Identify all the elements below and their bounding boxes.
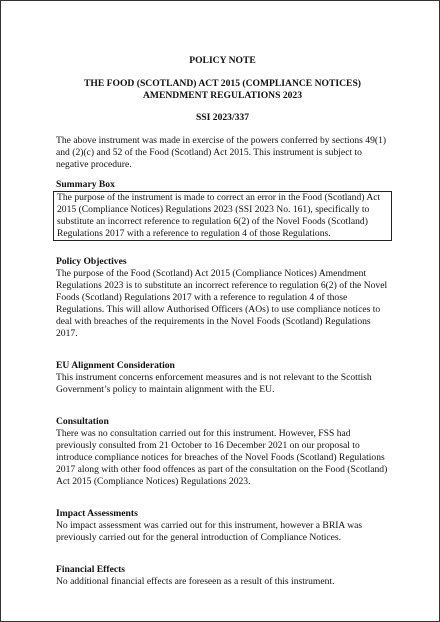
eu-alignment-section [56, 360, 389, 396]
document-title-line-2: AMENDMENT REGULATIONS 2023 [142, 90, 303, 101]
financial-effects-heading: Financial Effects [56, 564, 126, 575]
consultation-section [56, 416, 389, 488]
document-title-line-1: THE FOOD (SCOTLAND) ACT 2015 (COMPLIANCE NOTICES) [83, 78, 361, 89]
consultation-body: There was no consultation carried out for this instrument. However, FSS had previously consulted from 21 October to 16 December 2021 on our proposal to introduce compliance notices for breaches of the Novel Foods (Scotland) Regulations 2017 along with other food offences as part of the consultation on the Food (Scotland) Act 2015 (Compliance Notices) Regulations 2023. [56, 428, 388, 487]
policy-note-heading: POLICY NOTE [189, 55, 256, 66]
document-title [56, 78, 389, 102]
summary-box [53, 191, 392, 241]
policy-objectives-heading: Policy Objectives [56, 256, 127, 267]
summary-heading: Summary Box [56, 179, 115, 190]
summary-body: The purpose of the instrument is made to correct an error in the Food (Scotland) Act 2015 (Compliance Notices) Regulations 2023 (SSI 2023 No. 161), specifically to substitute an incorrect reference to regulation 6(2) of the Novel Foods (Scotland) Regulations 2017 with a reference to regulation 4 of those Regulations. [57, 192, 381, 239]
impact-assessments-heading: Impact Assessments [56, 508, 138, 519]
impact-assessments-section [56, 508, 389, 544]
document-content [56, 51, 389, 588]
consultation-heading: Consultation [56, 416, 109, 427]
eu-alignment-heading: EU Alignment Consideration [56, 360, 175, 371]
policy-objectives-section [56, 256, 389, 340]
intro-paragraph: The above instrument was made in exercise of the powers conferred by sections 49(1) and (2)(c) and 52 of the Food (Scotland) Act 2015. This instrument is subject to negative procedure. [56, 135, 387, 170]
financial-effects-body: No additional financial effects are foreseen as a result of this instrument. [56, 576, 335, 587]
ssi-number: SSI 2023/337 [195, 112, 250, 123]
policy-objectives-body: The purpose of the Food (Scotland) Act 2015 (Compliance Notices) Amendment Regulations 2023 is to substitute an incorrect reference to regulation 6(2) of the Novel Foods (Scotland) Regulations 2017 with a reference to regulation 4 of those Regulations. This will allow Authorised Officers (AOs) to use compliance notices to deal with breaches of the requirements in the Novel Foods (Scotland) Regulations 2017. [56, 268, 388, 339]
financial-effects-section [56, 564, 389, 588]
eu-alignment-body: This instrument concerns enforcement measures and is not relevant to the Scottish Government’s policy to maintain alignment with the EU. [56, 372, 372, 395]
impact-assessments-body: No impact assessment was carried out for this instrument, however a BRIA was previously carried out for the general introduction of Compliance Notices. [56, 520, 363, 543]
summary-section [56, 179, 389, 241]
